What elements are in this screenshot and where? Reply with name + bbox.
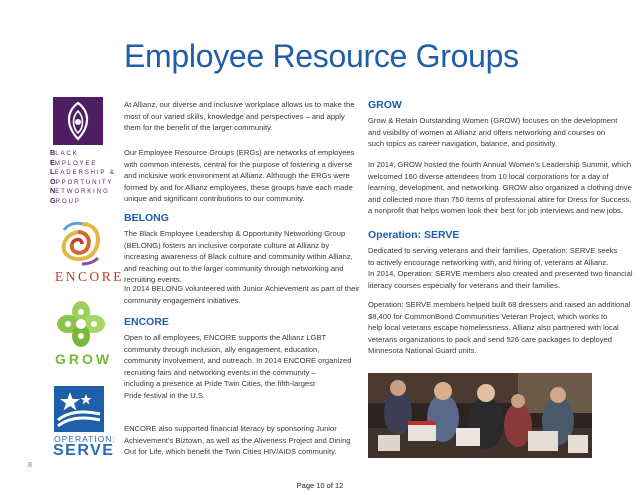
grow-clover-icon <box>56 300 106 348</box>
belong-logo <box>53 97 103 145</box>
serve-flag-star-icon <box>54 386 104 432</box>
belong-heading: BELONG <box>124 212 169 224</box>
encore-wordmark: ENCORE <box>55 269 124 284</box>
belong-paragraph-1: The Black Employee Leadership & Opportunity Networking Group (BELONG) fosters an inclusive corporate culture at Allianz by increasing awareness of Black culture and community within Allianz, and reaching out to the larger community through networking and recruiting events. <box>124 229 353 285</box>
grow-logo <box>56 300 106 348</box>
encore-paragraph-2: ENCORE also supported financial literacy by sponsoring Junior Achievement’s Biztown, as well as the Aliveness Project and Dining Out for Life, which benefit the Twin Cities HIV/AIDS community. <box>124 424 351 457</box>
grow-paragraph-2: In 2014, GROW hosted the fourth Annual Women’s Leadership Summit, which welcomed 160 diverse attendees from 10 local corporations for a day of learning, development, and networking. GROW also organized a clothing drive and collected more than 750 items of professional attire for Dress for Success, a nonprofit that helps women look their best for job interviews and new jobs. <box>368 160 632 216</box>
volunteers-photo <box>368 373 592 458</box>
serve-paragraph-2: Operation: SERVE members helped built 68 dressers and raised an additional $8,400 for CommonBond Communities Veteran Project, which works to help local veterans escape homelessness. Allianz also partnered with local veterans organizations to pack and send 526 care packages to deployed Minnesota National Guard units. <box>368 300 631 356</box>
grow-heading: GROW <box>368 99 402 111</box>
page-footer: Page 10 of 12 <box>296 481 344 490</box>
encore-paragraph-1: Open to all employees, ENCORE supports the Allianz LGBT community through inclusion, ally engagement, education, community involvement, and outreach. In 2014 ENCORE organized recruiting fairs and networking events in the community – including a presence at Pride Twin Cities, the fifth-largest Pride festival in the U.S. <box>124 333 352 400</box>
serve-logo <box>54 386 104 432</box>
serve-paragraph-1: Dedicated to serving veterans and their families, Operation: SERVE seeks to actively encourage networking with, and hiring of, veterans at Allianz. In 2014, Operation: SERVE members also created and presented two financial literacy courses especially for veterans and their families. <box>368 246 633 290</box>
encore-heading: ENCORE <box>124 316 169 328</box>
serve-heading: Operation: SERVE <box>368 229 460 241</box>
encore-emblem-icon <box>58 220 106 266</box>
page-number: 8 <box>28 462 32 469</box>
grow-paragraph-1: Grow & Retain Outstanding Women (GROW) focuses on the development and visibility of women at Allianz and offers networking and courses on such topics as career navigation, balance, and positivity. <box>368 116 618 149</box>
belong-paragraph-2: In 2014 BELONG volunteered with Junior Achievement as part of their community engagement initiatives. <box>124 284 360 305</box>
serve-wordmark-bottom: SERVE <box>53 442 115 459</box>
serve-wordmark-top: OPERATION: <box>54 434 116 444</box>
ergs-paragraph: Our Employee Resource Groups (ERGs) are networks of employees with common interests, central for the purpose of fostering a diverse and inclusive work environment at Allianz. Although the ERGs were formed by and for Allianz employees, these groups have each made unique and significant contributions to our community. <box>124 148 355 204</box>
encore-logo <box>58 220 106 266</box>
intro-paragraph: At Allianz, our diverse and inclusive workplace allows us to make the most of our varied skills, knowledge and perspectives – and apply them for the benefit of the larger community. <box>124 100 355 133</box>
belong-acronym: BLACK EMPLOYEE LEADERSHIP & OPPORTUNITY NETWORKING GROUP <box>50 148 116 205</box>
belong-emblem-icon <box>53 97 103 145</box>
grow-wordmark: GROW <box>55 351 113 367</box>
volunteers-packing-photo-icon <box>368 373 592 458</box>
page-title: Employee Resource Groups <box>124 38 519 74</box>
